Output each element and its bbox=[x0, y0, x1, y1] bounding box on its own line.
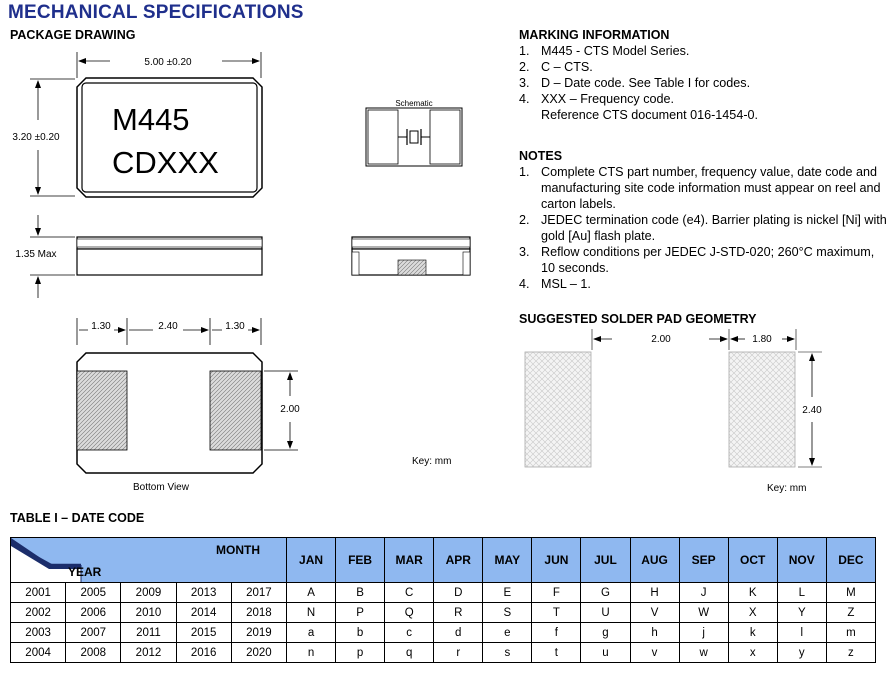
code-cell: R bbox=[434, 603, 483, 623]
year-cell: 2011 bbox=[121, 623, 176, 643]
month-header-sep: SEP bbox=[679, 538, 728, 583]
year-cell: 2016 bbox=[176, 643, 231, 663]
code-cell: H bbox=[630, 583, 679, 603]
year-cell: 2012 bbox=[121, 643, 176, 663]
solder-pad-right bbox=[729, 352, 795, 467]
year-cell: 2002 bbox=[11, 603, 66, 623]
month-header-dec: DEC bbox=[826, 538, 875, 583]
code-cell: m bbox=[826, 623, 875, 643]
year-cell: 2004 bbox=[11, 643, 66, 663]
thickness-dimension: 1.35 Max bbox=[15, 249, 57, 260]
code-cell: h bbox=[630, 623, 679, 643]
marking-reference: Reference CTS document 016-1454-0. bbox=[541, 108, 759, 122]
table-row bbox=[11, 603, 876, 623]
code-cell: a bbox=[287, 623, 336, 643]
month-year-header bbox=[11, 538, 287, 583]
code-cell: U bbox=[581, 603, 630, 623]
marking-heading: MARKING INFORMATION bbox=[519, 28, 670, 42]
bottom-view-label: Bottom View bbox=[133, 482, 189, 493]
solder-pad-left bbox=[525, 352, 591, 467]
schematic-label: Schematic bbox=[395, 99, 433, 108]
code-cell: C bbox=[385, 583, 434, 603]
year-cell: 2019 bbox=[231, 623, 286, 643]
code-cell: t bbox=[532, 643, 581, 663]
package-drawing bbox=[0, 0, 500, 500]
package-key: Key: mm bbox=[412, 456, 452, 467]
year-cell: 2008 bbox=[66, 643, 121, 663]
code-cell: g bbox=[581, 623, 630, 643]
year-cell: 2006 bbox=[66, 603, 121, 623]
pad-gap-dimension: 2.00 bbox=[651, 334, 671, 345]
bottom-dim-center: 2.40 bbox=[158, 321, 178, 332]
pad-height-dimension: 2.00 bbox=[280, 404, 300, 415]
code-cell: y bbox=[777, 643, 826, 663]
marking-line-1: M445 bbox=[112, 102, 190, 137]
year-cell: 2020 bbox=[231, 643, 286, 663]
code-cell: B bbox=[336, 583, 385, 603]
solder-pad-drawing bbox=[500, 325, 893, 500]
code-cell: N bbox=[287, 603, 336, 623]
year-cell: 2007 bbox=[66, 623, 121, 643]
bottom-dim-right: 1.30 bbox=[225, 321, 245, 332]
code-cell: D bbox=[434, 583, 483, 603]
note-item: 4. MSL – 1. bbox=[519, 277, 591, 291]
code-cell: x bbox=[728, 643, 777, 663]
code-cell: X bbox=[728, 603, 777, 623]
table-row bbox=[11, 643, 876, 663]
code-cell: Z bbox=[826, 603, 875, 623]
code-cell: A bbox=[287, 583, 336, 603]
code-cell: z bbox=[826, 643, 875, 663]
year-cell: 2005 bbox=[66, 583, 121, 603]
code-cell: n bbox=[287, 643, 336, 663]
year-cell: 2001 bbox=[11, 583, 66, 603]
code-cell: G bbox=[581, 583, 630, 603]
code-cell: S bbox=[483, 603, 532, 623]
bottom-dim-left: 1.30 bbox=[91, 321, 111, 332]
marking-line-2: CDXXX bbox=[112, 145, 219, 180]
code-cell: F bbox=[532, 583, 581, 603]
height-dimension: 3.20 ±0.20 bbox=[12, 132, 60, 143]
code-cell: W bbox=[679, 603, 728, 623]
code-cell: u bbox=[581, 643, 630, 663]
solder-pad-heading: SUGGESTED SOLDER PAD GEOMETRY bbox=[519, 312, 757, 326]
width-dimension: 5.00 ±0.20 bbox=[144, 57, 192, 68]
month-header-aug: AUG bbox=[630, 538, 679, 583]
note-item: 3. Reflow conditions per JEDEC J-STD-020; 260°C maximum, 10 seconds. bbox=[519, 245, 875, 275]
code-cell: f bbox=[532, 623, 581, 643]
notes-section bbox=[519, 149, 887, 292]
year-cell: 2009 bbox=[121, 583, 176, 603]
year-cell: 2015 bbox=[176, 623, 231, 643]
code-cell: J bbox=[679, 583, 728, 603]
code-cell: l bbox=[777, 623, 826, 643]
bottom-pad-left bbox=[77, 371, 127, 450]
solder-pad-key: Key: mm bbox=[767, 483, 807, 494]
year-cell: 2017 bbox=[231, 583, 286, 603]
code-cell: Q bbox=[385, 603, 434, 623]
marking-section bbox=[519, 28, 889, 123]
month-header-oct: OCT bbox=[728, 538, 777, 583]
date-table-heading: TABLE I – DATE CODE bbox=[10, 511, 145, 525]
code-cell: c bbox=[385, 623, 434, 643]
month-header-feb: FEB bbox=[336, 538, 385, 583]
year-cell: 2010 bbox=[121, 603, 176, 623]
month-label: MONTH bbox=[216, 543, 260, 557]
year-label: YEAR bbox=[68, 565, 102, 579]
marking-item: 2. C – CTS. bbox=[519, 60, 593, 74]
note-item: 1. Complete CTS part number, frequency value, date code and manufacturing site code information must appear on reel and carton labels. bbox=[519, 165, 881, 211]
month-header-apr: APR bbox=[434, 538, 483, 583]
code-cell: w bbox=[679, 643, 728, 663]
bottom-pad-right bbox=[210, 371, 261, 450]
date-code-table bbox=[10, 537, 876, 663]
code-cell: q bbox=[385, 643, 434, 663]
code-cell: p bbox=[336, 643, 385, 663]
schematic-symbol bbox=[366, 108, 462, 166]
package-drawing-heading: PACKAGE DRAWING bbox=[10, 28, 136, 42]
code-cell: Y bbox=[777, 603, 826, 623]
code-cell: V bbox=[630, 603, 679, 623]
code-cell: P bbox=[336, 603, 385, 623]
month-header-may: MAY bbox=[483, 538, 532, 583]
solder-pad-height-dimension: 2.40 bbox=[802, 405, 822, 416]
month-header-mar: MAR bbox=[385, 538, 434, 583]
code-cell: v bbox=[630, 643, 679, 663]
note-item: 2. JEDEC termination code (e4). Barrier plating is nickel [Ni] with gold [Au] flash plate. bbox=[519, 213, 887, 243]
code-cell: K bbox=[728, 583, 777, 603]
year-cell: 2018 bbox=[231, 603, 286, 623]
marking-item: 1. M445 - CTS Model Series. bbox=[519, 44, 690, 58]
code-cell: k bbox=[728, 623, 777, 643]
code-cell: j bbox=[679, 623, 728, 643]
marking-item: 4. XXX – Frequency code. bbox=[519, 92, 675, 106]
year-cell: 2003 bbox=[11, 623, 66, 643]
notes-heading: NOTES bbox=[519, 149, 563, 163]
month-header-jun: JUN bbox=[532, 538, 581, 583]
month-header-jan: JAN bbox=[287, 538, 336, 583]
month-header-jul: JUL bbox=[581, 538, 630, 583]
code-cell: e bbox=[483, 623, 532, 643]
code-cell: d bbox=[434, 623, 483, 643]
code-cell: L bbox=[777, 583, 826, 603]
code-cell: b bbox=[336, 623, 385, 643]
code-cell: M bbox=[826, 583, 875, 603]
code-cell: E bbox=[483, 583, 532, 603]
pad-width-dimension: 1.80 bbox=[752, 334, 772, 345]
year-cell: 2013 bbox=[176, 583, 231, 603]
table-row bbox=[11, 583, 876, 603]
code-cell: s bbox=[483, 643, 532, 663]
code-cell: r bbox=[434, 643, 483, 663]
page-title: MECHANICAL SPECIFICATIONS bbox=[8, 2, 304, 23]
month-header-nov: NOV bbox=[777, 538, 826, 583]
code-cell: T bbox=[532, 603, 581, 623]
table-row bbox=[11, 623, 876, 643]
year-cell: 2014 bbox=[176, 603, 231, 623]
marking-item: 3. D – Date code. See Table I for codes. bbox=[519, 76, 751, 90]
